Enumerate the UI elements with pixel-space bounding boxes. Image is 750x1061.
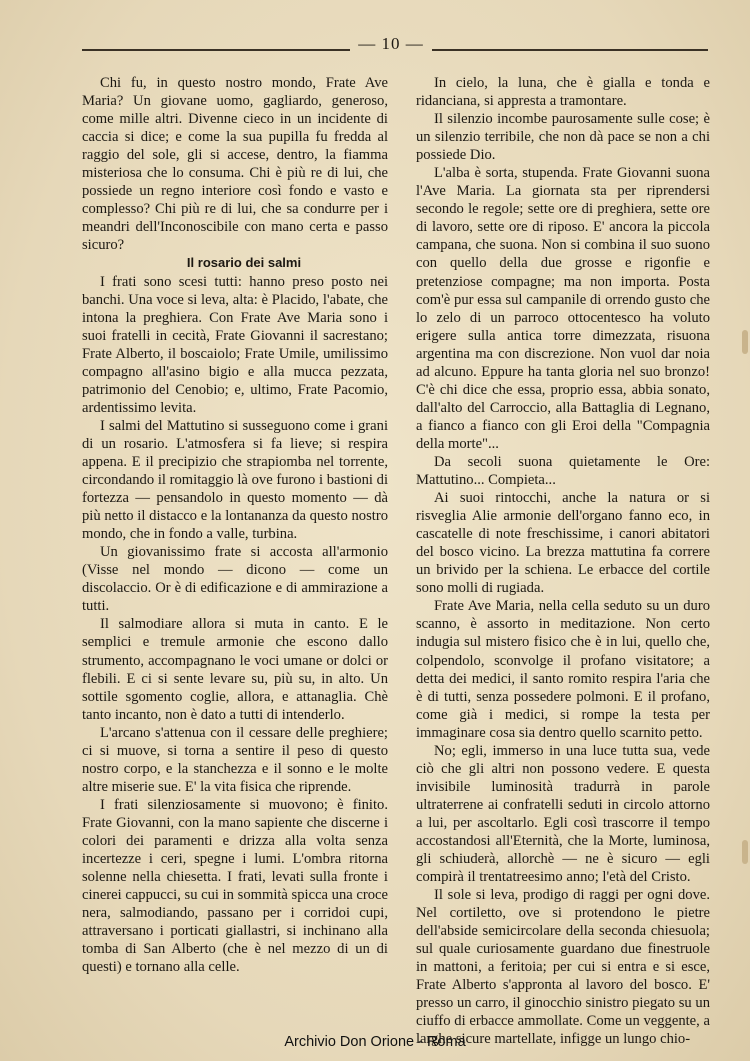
header-rule-right [432, 49, 708, 51]
header-rule-left [82, 49, 350, 51]
page-edge-mark [742, 840, 748, 864]
body-paragraph: Ai suoi rintocchi, anche la natura or si risveglia Alie armonie dell'organo fanno eco, in cascatelle di note freschissime, i canori abitatori del bosco vicino. La brezza mattutina fa correre un brivido per la schiena. Le erbacce del cortile sono molli di rugiada. [416, 490, 710, 597]
body-paragraph: Da secoli suona quietamente le Ore: Mattutino... Compieta... [416, 453, 710, 489]
body-paragraph: I frati sono scesi tutti: hanno preso posto nei banchi. Una voce si leva, alta: è Placido, l'abate, che intona la preghiera. Con Frate Ave Maria sono i suoi fratelli in cecità, Frate Giovanni il sacrestano; Frate Alberto, il boscaiolo; Frate Umile, umilissimo compagno all'asino bigio e alla mucca pezzata, patrimonio del Cenobio; e, ultimo, Frate Pacomio, ardentissimo levita. [82, 273, 388, 416]
archive-footer: Archivio Don Orione - Roma [284, 1034, 466, 1050]
section-title: Il rosario dei salmi [186, 255, 302, 271]
body-paragraph: No; egli, immerso in una luce tutta sua, vede ciò che gli altri non possono vedere. E questa invisibile luminosità tradurrà in parole ultraterrene ai confratelli seduti in circolo attorno a lui, per ascoltarlo. Egli così trascorre il tempo accostandosi all'Eternità, che la Morte, luminosa, gli schiuderà, allorchè — ne è sicuro — egli compirà il trentatreesimo anno; l'età del Cristo. [416, 742, 710, 886]
body-paragraph: In cielo, la luna, che è gialla e tonda e ridanciana, si appresta a tramontare. [416, 75, 710, 110]
body-paragraph: Il silenzio incombe paurosamente sulle cose; è un silenzio terribile, che non dà pace se non a chi possiede Dio. [416, 111, 710, 164]
body-paragraph: I frati silenziosamente si muovono; è finito. Frate Giovanni, con la mano sapiente che discerne i colori dei paramenti e drizza alla volta senza incertezze i ceri, spegne i lumi. L'ombra ritorna solenne nella chiesetta. I frati, levati sulla fronte i cinerei cappucci, su cui in sommità spicca una croce nera, salmodiando, passano per i corridoi cupi, attraversano i porticati giallastri, si inchinano alla tomba di San Alberto (che è nel mezzo di un di questi) e tornano alla celle. [82, 796, 388, 976]
left-column [82, 74, 388, 976]
right-column [416, 74, 710, 1049]
body-paragraph: Un giovanissimo frate si accosta all'armonio (Visse nel mondo — dicono — come un discolaccio. Or è di edificazione e di ammirazione a tutti. [82, 544, 388, 615]
page-edge-mark [742, 330, 748, 354]
body-paragraph: Il sole si leva, prodigo di raggi per ogni dove. Nel cortiletto, ove si protendono le pietre dell'abside semicircolare della seconda chiesuola; sul quale curiosamente guardano due finestruole in mattoni, a feritoia; per cui si entra e si esce, Frate Alberto s'appronta al lavoro del bosco. E' presso un carro, il ginocchio sinistro piegato su un ciuffo di erbacce ammollate. Come un veggente, a larghe sicure martellate, infigge un lungo chio- [416, 887, 710, 1048]
body-paragraph: Il salmodiare allora si muta in canto. E le semplici e tremule armonie che escono dallo strumento, accompagnano le voci umane or dolci or flebili. E ci si sente levare su, più su, in alto. Un sottile sgomento coglie, allora, e attanaglia. Chè tanto incanto, non è dato a tutti di intenderlo. [82, 616, 388, 723]
body-paragraph: L'arcano s'attenua con il cessare delle preghiere; ci si muove, si torna a sentire il peso di questo nostro corpo, e la stanchezza e il sonno e le molte altre miserie sue. E' la vita fisica che riprende. [82, 724, 388, 795]
page-number: — 10 — [358, 34, 424, 53]
body-paragraph: L'alba è sorta, stupenda. Frate Giovanni suona l'Ave Maria. La giornata sta per riprendersi secondo le regole; sette ore di preghiera, sette ore di lavoro, sette ore di riposo. E' ancora la piccola campana, che suona. Non si combina il suo suono con quello della due grosse e rigonfie e pretenziose compagne; ma non importa. Posta com'è pur essa sul campanile di orrendo gusto che lo zelo di un parroco ottocentesco ha voluto erigere sulla antica torre dimezzata, risuona argentina ma con discrezione. Non vuol dar noia ad alcuno. Eppure ha tanta gloria nel suo bronzo! C'è chi dice che essa, proprio essa, abbia sonato, dall'alto del Carroccio, alla Battaglia di Legnano, a fianco a fianco con gli Eroi della "Compagnia della morte"... [416, 165, 710, 452]
body-paragraph: Frate Ave Maria, nella cella seduto su un duro scanno, è assorto in meditazione. Non certo indugia sul mistero fisico che è in lui, quello che, colpendolo, sconvolge il profano visitatore; a detta dei medici, il santo romito respira l'aria che è di tutti, senza possedere polmoni. E il profano, come già i medici, si rompe la testa per immaginare cosa sia dentro quello scarnito petto. [416, 598, 710, 741]
body-paragraph: I salmi del Mattutino si susseguono come i grani di un rosario. L'atmosfera si fa lieve; si respira appena. E il precipizio che strapiomba nel torrente, circondando il romitaggio là ove furono i bastioni di fortezza — pensandolo in questo momento — dà più netto il distacco e la lontananza da questo nostro mondo, che in fondo a valle, turbina. [82, 417, 388, 543]
intro-paragraph: Chi fu, in questo nostro mondo, Frate Ave Maria? Un giovane uomo, gagliardo, generoso, come mille altri. Divenne cieco in un incidente di caccia si dice; e come la sua pupilla fu fredda al raggio del sole, gli si accese, dentro, la fiamma misteriosa che lo consuma. Chi è più re di lui, che possiede un regno interiore così fondo e vasto e complesso? Chi più re di lui, che sa condurre per i meandri dell'Inconoscibile con mano certa e passo sicuro? [82, 75, 388, 254]
